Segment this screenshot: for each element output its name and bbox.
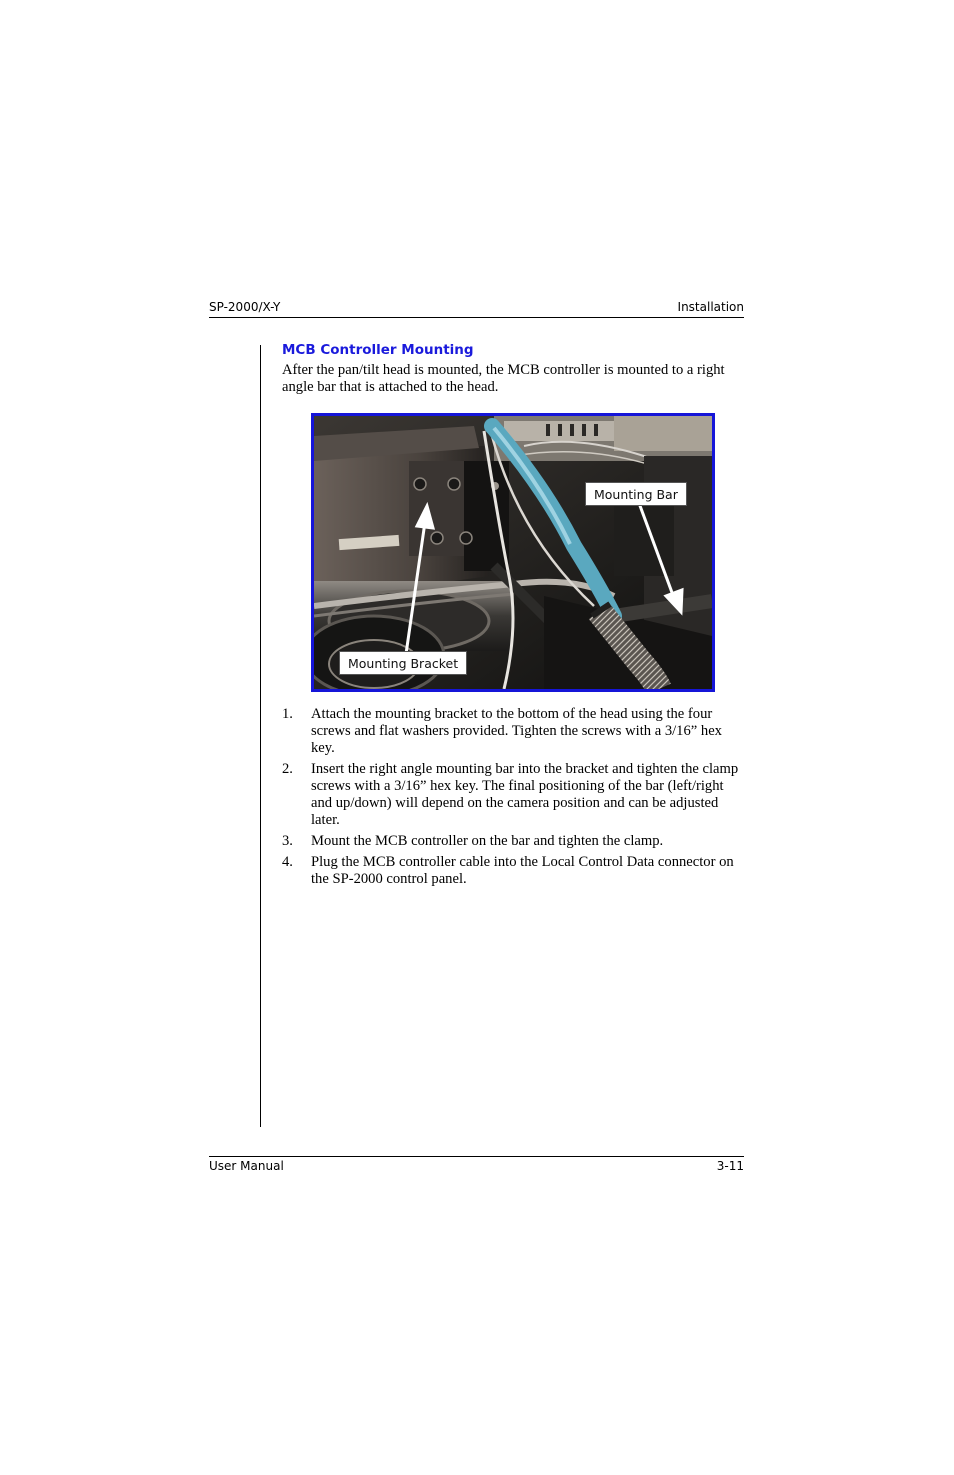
list-item (282, 854, 746, 888)
page-header (209, 299, 744, 318)
intro-paragraph: After the pan/tilt head is mounted, the MCB controller is mounted to a right angle bar that is attached to the head. (282, 362, 725, 395)
page-number: 3-11 (716, 1159, 744, 1173)
step-number: 3. (282, 833, 293, 849)
step-text: Mount the MCB controller on the bar and tighten the clamp. (311, 833, 664, 849)
callout-mounting-bracket: Mounting Bracket (339, 651, 467, 675)
step-number: 4. (282, 854, 293, 870)
step-text: Attach the mounting bracket to the bottom of the head using the four screws and flat washers provided. Tighten the screws with a 3/16” hex key. (311, 706, 722, 756)
footer-doc-type: User Manual (209, 1159, 284, 1173)
instruction-steps (282, 706, 746, 892)
section-title: MCB Controller Mounting (282, 342, 474, 358)
step-text: Plug the MCB controller cable into the Local Control Data connector on the SP-2000 control panel. (311, 854, 734, 887)
margin-rule (260, 345, 261, 1127)
step-number: 1. (282, 706, 293, 722)
step-text: Insert the right angle mounting bar into the bracket and tighten the clamp screws with a 3/16” hex key. The final positioning of the bar (left/right and up/down) will depend on the camera position and can be adjusted later. (311, 761, 739, 828)
header-product: SP-2000/X-Y (209, 300, 281, 314)
mounting-photo (311, 413, 715, 692)
photo-illustration (314, 416, 712, 689)
page-footer (209, 1156, 744, 1176)
callout-mounting-bar: Mounting Bar (585, 482, 687, 506)
list-item (282, 761, 746, 829)
list-item (282, 706, 746, 757)
header-chapter: Installation (677, 300, 744, 314)
list-item (282, 833, 746, 850)
step-number: 2. (282, 761, 293, 777)
